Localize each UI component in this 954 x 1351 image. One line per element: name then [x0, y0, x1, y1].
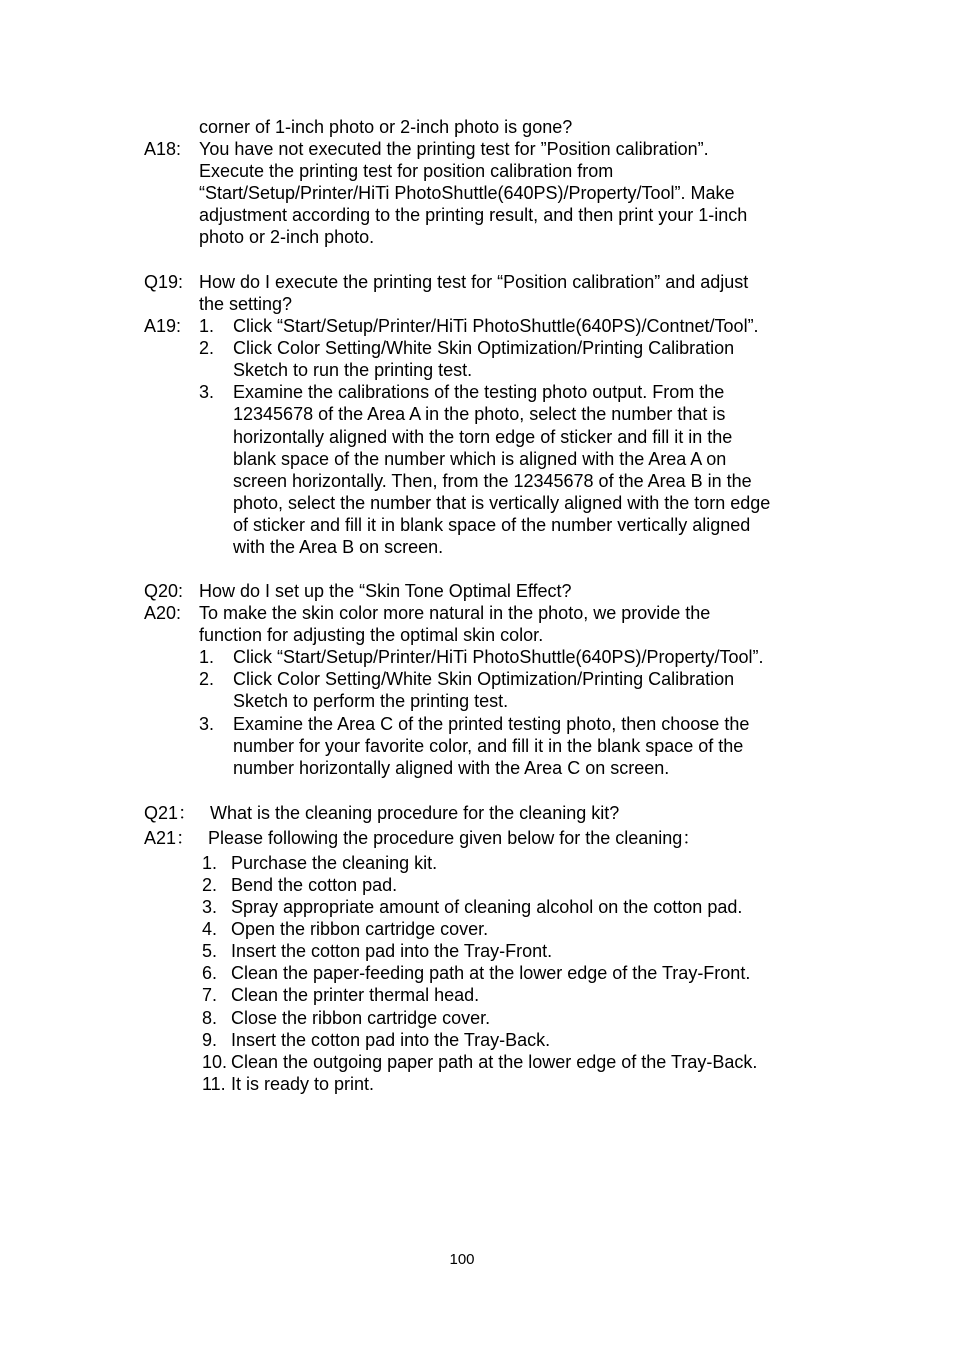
a19-item-number: 1. [199, 316, 215, 336]
a20-item-line: number for your favorite color, and fill it in the blank space of the [233, 736, 744, 756]
a19-item-line: horizontally aligned with the torn edge of sticker and fill it in the [233, 427, 733, 447]
a19-item-line: with the Area B on screen. [233, 537, 444, 557]
q20-line: How do I set up the “Skin Tone Optimal Effect? [199, 581, 572, 601]
a21-intro: Please following the procedure given below for the cleaning： [208, 828, 701, 848]
q19-line: How do I execute the printing test for “Position calibration” and adjust [199, 272, 749, 292]
q21-label: Q21： [144, 803, 197, 823]
a21-step-number: 4. [202, 919, 218, 939]
a18-line: You have not executed the printing test for ”Position calibration”. [199, 139, 709, 159]
a21-step-number: 6. [202, 963, 218, 983]
a19-item-number: 3. [199, 382, 215, 402]
a21-step-number: 1. [202, 853, 218, 873]
a20-item-line: Click Color Setting/White Skin Optimization/Printing Calibration [233, 669, 735, 689]
a19-item-line: Click “Start/Setup/Printer/HiTi PhotoShuttle(640PS)/Contnet/Tool”. [233, 316, 759, 336]
a21-step-number: 10. [202, 1052, 228, 1072]
a20-item-line: Examine the Area C of the printed testing photo, then choose the [233, 714, 750, 734]
a20-item-line: Click “Start/Setup/Printer/HiTi PhotoShuttle(640PS)/Property/Tool”. [233, 647, 764, 667]
a21-step-text: Clean the outgoing paper path at the lower edge of the Tray-Back. [231, 1052, 758, 1072]
a21-step-number: 8. [202, 1008, 218, 1028]
a19-item-line: photo, select the number that is vertically aligned with the torn edge [233, 493, 771, 513]
a20-intro-line: To make the skin color more natural in the photo, we provide the [199, 603, 711, 623]
q19-label: Q19: [144, 272, 184, 292]
a20-intro-line: function for adjusting the optimal skin color. [199, 625, 544, 645]
a18-label: A18: [144, 139, 182, 159]
a21-step-number: 2. [202, 875, 218, 895]
q20-label: Q20: [144, 581, 184, 601]
page-number: 100 [449, 1251, 475, 1268]
a19-item-number: 2. [199, 338, 215, 358]
a21-step-text: Insert the cotton pad into the Tray-Back. [231, 1030, 551, 1050]
a18-line: adjustment according to the printing result, and then print your 1-inch [199, 205, 748, 225]
a19-item-line: Sketch to run the printing test. [233, 360, 473, 380]
a21-step-number: 5. [202, 941, 218, 961]
a19-item-line: Examine the calibrations of the testing photo output. From the [233, 382, 725, 402]
a21-step-text: Purchase the cleaning kit. [231, 853, 438, 873]
a21-step-text: Clean the paper-feeding path at the lower edge of the Tray-Front. [231, 963, 751, 983]
a19-item-line: Click Color Setting/White Skin Optimization/Printing Calibration [233, 338, 735, 358]
a21-step-number: 7. [202, 985, 218, 1005]
a21-step-number: 11. [202, 1074, 226, 1094]
a21-step-number: 9. [202, 1030, 218, 1050]
a21-step-text: Clean the printer thermal head. [231, 985, 480, 1005]
a20-item-number: 2. [199, 669, 215, 689]
q19-line: the setting? [199, 294, 293, 314]
a21-step-text: Insert the cotton pad into the Tray-Front. [231, 941, 553, 961]
a20-item-number: 1. [199, 647, 215, 667]
a18-continuation: corner of 1-inch photo or 2-inch photo is gone? [199, 117, 573, 137]
a18-line: photo or 2-inch photo. [199, 227, 375, 247]
a21-step-number: 3. [202, 897, 218, 917]
a21-step-text: Open the ribbon cartridge cover. [231, 919, 489, 939]
a20-item-line: number horizontally aligned with the Area C on screen. [233, 758, 670, 778]
a19-label: A19: [144, 316, 182, 336]
a18-line: “Start/Setup/Printer/HiTi PhotoShuttle(640PS)/Property/Tool”. Make [199, 183, 735, 203]
a21-step-text: It is ready to print. [231, 1074, 375, 1094]
a20-item-number: 3. [199, 714, 215, 734]
a19-item-line: of sticker and fill it in blank space of the number vertically aligned [233, 515, 751, 535]
a21-step-text: Close the ribbon cartridge cover. [231, 1008, 491, 1028]
a18-line: Execute the printing test for position calibration from [199, 161, 614, 181]
a19-item-line: screen horizontally. Then, from the 12345678 of the Area B in the [233, 471, 752, 491]
a21-step-text: Spray appropriate amount of cleaning alcohol on the cotton pad. [231, 897, 743, 917]
a20-item-line: Sketch to perform the printing test. [233, 691, 509, 711]
a19-item-line: blank space of the number which is aligned with the Area A on [233, 449, 727, 469]
a20-label: A20: [144, 603, 182, 623]
a21-step-text: Bend the cotton pad. [231, 875, 398, 895]
a21-label: A21： [144, 828, 195, 848]
a19-item-line: 12345678 of the Area A in the photo, select the number that is [233, 404, 726, 424]
q21-question: What is the cleaning procedure for the cleaning kit? [210, 803, 620, 823]
